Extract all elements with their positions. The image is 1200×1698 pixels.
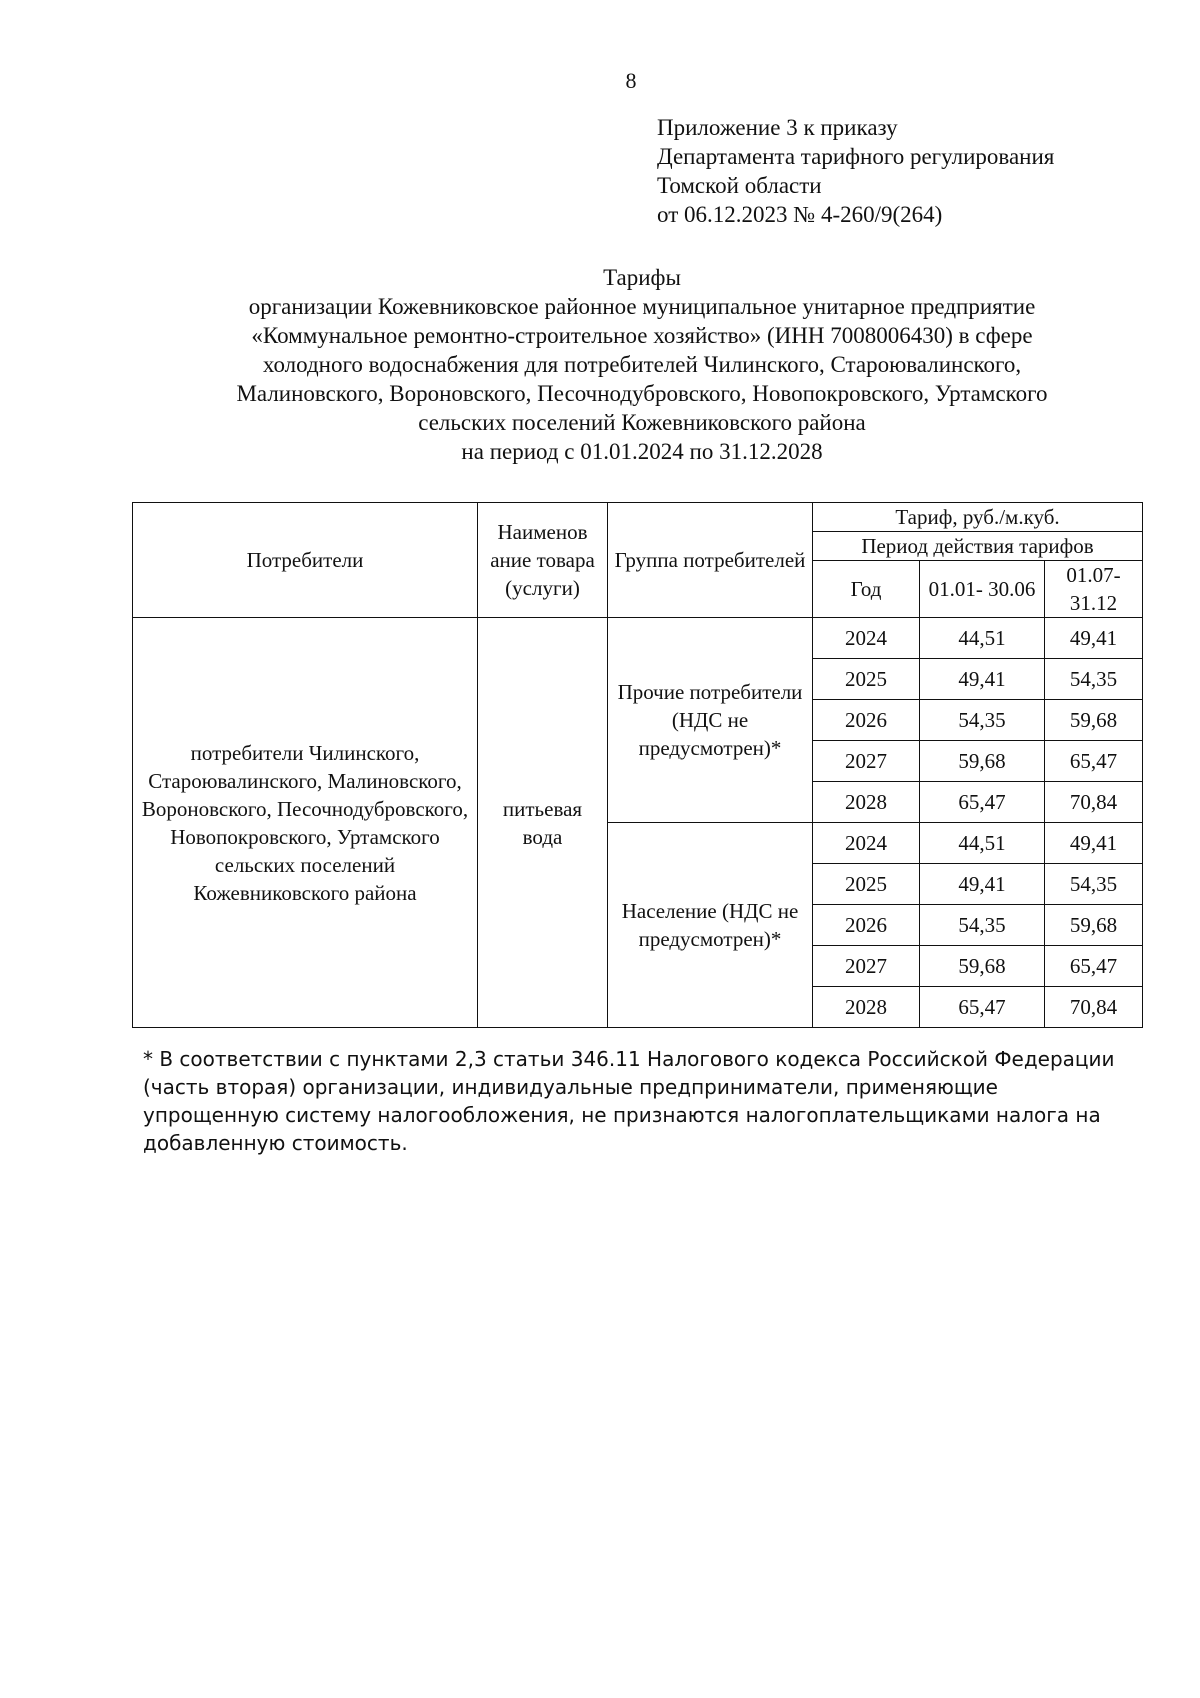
year-cell: 2025 <box>813 864 920 905</box>
header-product: Наименов ание товара (услуги) <box>478 503 608 618</box>
year-cell: 2024 <box>813 618 920 659</box>
product-cell: питьевая вода <box>478 618 608 1028</box>
year-cell: 2027 <box>813 946 920 987</box>
footnote: * В соответствии с пунктами 2,3 статьи 346.11 Налогового кодекса Российской Федерации (часть вторая) организации, индивидуальные предприниматели, применяющие упрощенную систему налогообложения, не признаются налогоплательщиками налога на добавленную стоимость. <box>143 1047 1115 1155</box>
tariff-h2-cell: 49,41 <box>1045 823 1143 864</box>
tariff-h1-cell: 65,47 <box>920 782 1045 823</box>
header-year: Год <box>813 561 920 618</box>
title-heading: Тарифы <box>603 265 681 290</box>
tariff-h2-cell: 59,68 <box>1045 905 1143 946</box>
page-number: 8 <box>625 68 637 93</box>
header-consumers: Потребители <box>133 503 478 618</box>
year-cell: 2026 <box>813 905 920 946</box>
tariff-h2-cell: 59,68 <box>1045 700 1143 741</box>
tariff-h1-cell: 54,35 <box>920 700 1045 741</box>
year-cell: 2024 <box>813 823 920 864</box>
title-line: на период с 01.01.2024 по 31.12.2028 <box>461 439 823 464</box>
tariff-table <box>132 502 1143 1028</box>
year-cell: 2027 <box>813 741 920 782</box>
consumers-cell: потребители Чилинского, Староювалинского, Малиновского, Вороновского, Песочнодубровского, Новопокровского, Уртамского сельских поселений Кожевниковского района <box>133 618 478 1028</box>
tariff-h2-cell: 54,35 <box>1045 659 1143 700</box>
appendix-line: Томской области <box>657 173 822 198</box>
tariff-h1-cell: 59,68 <box>920 741 1045 782</box>
tariff-h2-cell: 54,35 <box>1045 864 1143 905</box>
tariff-h2-cell: 70,84 <box>1045 987 1143 1028</box>
tariff-h2-cell: 70,84 <box>1045 782 1143 823</box>
title-line: «Коммунальное ремонтно-строительное хозяйство» (ИНН 7008006430) в сфере <box>251 323 1033 348</box>
header-second-half: 01.07- 31.12 <box>1045 561 1143 618</box>
year-cell: 2025 <box>813 659 920 700</box>
title-line: организации Кожевниковское районное муниципальное унитарное предприятие <box>248 294 1036 319</box>
year-cell: 2028 <box>813 987 920 1028</box>
appendix-line: от 06.12.2023 № 4-260/9(264) <box>657 202 943 227</box>
group-cell: Прочие потребители (НДС не предусмотрен)* <box>608 618 813 823</box>
header-tariff: Тариф, руб./м.куб. <box>813 503 1143 532</box>
tariff-h1-cell: 54,35 <box>920 905 1045 946</box>
header-first-half: 01.01- 30.06 <box>920 561 1045 618</box>
tariff-h2-cell: 65,47 <box>1045 741 1143 782</box>
year-cell: 2026 <box>813 700 920 741</box>
title-line: холодного водоснабжения для потребителей Чилинского, Староювалинского, <box>262 352 1022 377</box>
tariff-h1-cell: 44,51 <box>920 618 1045 659</box>
tariff-h2-cell: 49,41 <box>1045 618 1143 659</box>
document-title <box>122 263 1162 466</box>
title-line: Малиновского, Вороновского, Песочнодубровского, Новопокровского, Уртамского <box>236 381 1048 406</box>
tariff-h1-cell: 49,41 <box>920 864 1045 905</box>
tariff-h1-cell: 49,41 <box>920 659 1045 700</box>
appendix-block <box>657 113 1054 229</box>
appendix-line: Приложение 3 к приказу <box>657 115 898 140</box>
year-cell: 2028 <box>813 782 920 823</box>
table-row <box>133 618 1143 659</box>
header-group: Группа потребителей <box>608 503 813 618</box>
appendix-line: Департамента тарифного регулирования <box>657 144 1055 169</box>
tariff-h1-cell: 65,47 <box>920 987 1045 1028</box>
title-line: сельских поселений Кожевниковского района <box>418 410 866 435</box>
tariff-h1-cell: 59,68 <box>920 946 1045 987</box>
group-cell: Население (НДС не предусмотрен)* <box>608 823 813 1028</box>
tariff-h2-cell: 65,47 <box>1045 946 1143 987</box>
tariff-h1-cell: 44,51 <box>920 823 1045 864</box>
header-period: Период действия тарифов <box>813 532 1143 561</box>
